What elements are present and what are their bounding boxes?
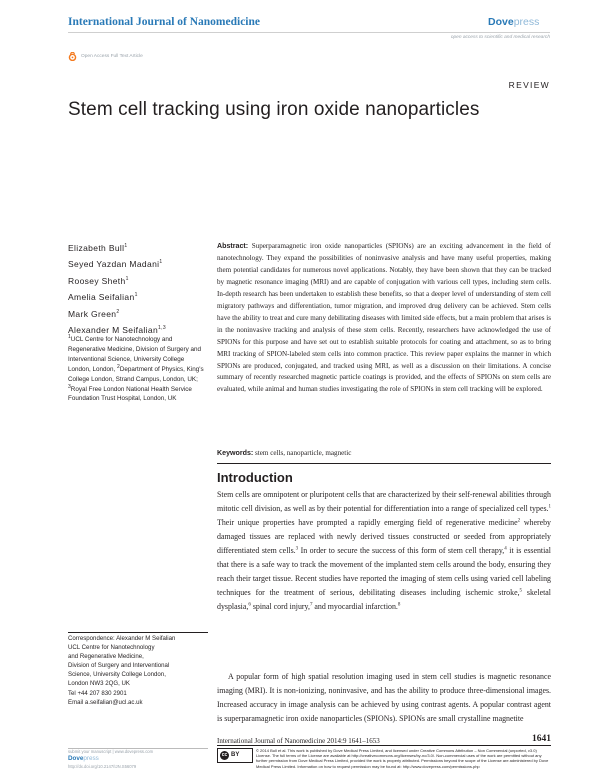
author: Roosey Sheth$^1$: [68, 275, 129, 286]
dovepress-logo[interactable]: [488, 16, 539, 28]
journal-citation: International Journal of Nanomedicine 2014:9 1641–1653: [217, 737, 380, 745]
abstract-text: Superparamagnetic iron oxide nanoparticles (SPIONs) are an exciting advancement in the field of nanotechnology. They expand the possibilities of noninvasive analysis and have many useful properties, making them potential candidates for numerous novel applications. Notably, they have been shown that they can be tracked by magnetic resonance imaging (MRI) and are capable of conjugation with various cell types, including stem cells. In-depth research has been undertaken to establish these benefits, so that a deeper level of understanding of stem cell migratory pathways and differentiation, tumor migration, and improved drug delivery can be achieved. Stem cells have the ability to treat and cure many debilitating diseases with limited side effects, but a main problem that arises is in the noninvasive tracking and analysis of these stem cells. Recently, researchers have acknowledged the use of SPIONs for this purpose and have set out to establish suitable protocols for coating and attachment, so as to bring MRI tracking of SPION-labeled stem cells into common practice. This review paper explains the manner in which SPIONs are produced, conjugated, and tracked using MRI, as well as a discussion on their limitations. A concise summary of recently researched magnetic particle coatings is provided, and the effects of SPIONs on stem cells are evaluated, while animal and human studies investigating the role of SPIONs in stem cell tracking will be explored.: [217, 242, 551, 394]
affiliations: $^1$UCL Centre for Nanotechnology and Regenerative Medicine, Division of Surgery and Interventional Science, University College London, London, $^2$Department of Physics, King's College London, Strand Campus, London, UK; $^3$Royal Free London National Health Service Foundation Trust Hospital, London, UK: [68, 333, 204, 403]
section-divider: [217, 463, 551, 464]
dove-light: press: [513, 16, 540, 28]
keywords-label: Keywords:: [217, 449, 254, 457]
journal-name: International Journal of Nanomedicine: [68, 16, 260, 28]
submit-link[interactable]: submit your manuscript | www.dovepress.com: [68, 749, 154, 754]
article-type-label: REVIEW: [508, 80, 550, 90]
page-number: 1641: [532, 734, 551, 744]
creative-commons-badge[interactable]: [217, 748, 253, 763]
header-divider: [68, 32, 550, 33]
footer-divider: [217, 745, 551, 746]
section-heading: Introduction: [217, 470, 293, 485]
keywords-text: stem cells, nanoparticle, magnetic: [255, 449, 352, 457]
open-access-label: Open Access Full Text Article: [81, 54, 143, 59]
correspondence-block: Correspondence: Alexander M Seifalian UCL Centre for Nanotechnology and Regenerative Medicine, Division of Surgery and Interventional Science, University College London, London NW3 2QG, UK Tel +44 207 830 2901 Email a.seifalian@ucl.ac.uk: [68, 634, 208, 707]
open-access-icon: [68, 52, 77, 61]
author: Amelia Seifalian$^1$: [68, 292, 138, 303]
license-text: © 2014 Bull et al. This work is published by Dove Medical Press Limited, and licensed under Creative Commons Attribution – Non Commercial (unported, v3.0) License. The full terms of the License are available at http://creativecommons.org/licenses/by-nc/3.0/. Non-commercial uses of the work are permitted without any further permission from Dove Medical Press Limited, provided the work is properly attributed. Permissions beyond the scope of the License are administered by Dove Medical Press Limited. Information on how to request permission may be found at: http://www.dovepress.com/permissions.php: [256, 748, 549, 769]
correspondence-email[interactable]: Email a.seifalian@ucl.ac.uk: [68, 698, 143, 706]
article-title: Stem cell tracking using iron oxide nanoparticles: [68, 99, 480, 120]
author: Elizabeth Bull$^1$: [68, 243, 128, 253]
dove-bold: Dove: [488, 16, 514, 28]
intro-paragraph-1: Stem cells are omnipotent or pluripotent cells that are characterized by their self-renewal abilities through mitotic cell division, as well as by their potential for differentiation into a range of specialized cell types.$^1$ Their unique properties have prompted a rapidly emerging field of regenerative medicine$^2$ whereby damaged tissues are replaced with newly derived tissues constructed or seeded from appropriately differentiated stem cells.$^3$ In order to secure the success of this form of stem cell therapy,$^4$ it is essential that there is a safe way to track the movement of the implanted stem cells around the body, ensuring they reach their target tissue. Recent studies have reported the imaging of stem cells using varied cell labeling techniques for the treatment of serious, debilitating diseases including ischemic stroke,$^5$ skeletal dysplasia,$^6$ spinal cord injury,$^7$ and myocardial infarction.$^8$: [217, 490, 551, 611]
abstract: [217, 241, 551, 396]
dovepress-footer-logo[interactable]: Dovepress: [68, 755, 99, 762]
abstract-label: Abstract:: [217, 242, 249, 250]
keywords: [217, 449, 551, 457]
correspondence-divider: [68, 632, 208, 633]
author: Mark Green$^2$: [68, 308, 120, 319]
author: Seyed Yazdan Madani$^1$: [68, 259, 163, 270]
author-list: [68, 240, 166, 338]
cc-icon: cc: [221, 752, 228, 758]
by-label: BY: [231, 752, 240, 758]
author: Alexander M Seifalian$^{1,3}$: [68, 325, 167, 336]
doi-link[interactable]: http://dx.doi.org/10.2147/IJN.S56079: [68, 764, 137, 769]
dovepress-tagline: open access to scientific and medical research: [450, 35, 550, 40]
intro-paragraph-2: A popular form of high spatial resolution imaging used in stem cell studies is magnetic resonance imaging (MRI). It is non-ionizing, noninvasive, and has the ability to produce three-dimensional images. Increased accuracy in image analysis can be achieved by using contrast agents. A popular contrast agent is superparamagnetic iron oxide nanoparticles (SPIONs). SPIONs are small crystalline magnetite: [217, 672, 551, 723]
